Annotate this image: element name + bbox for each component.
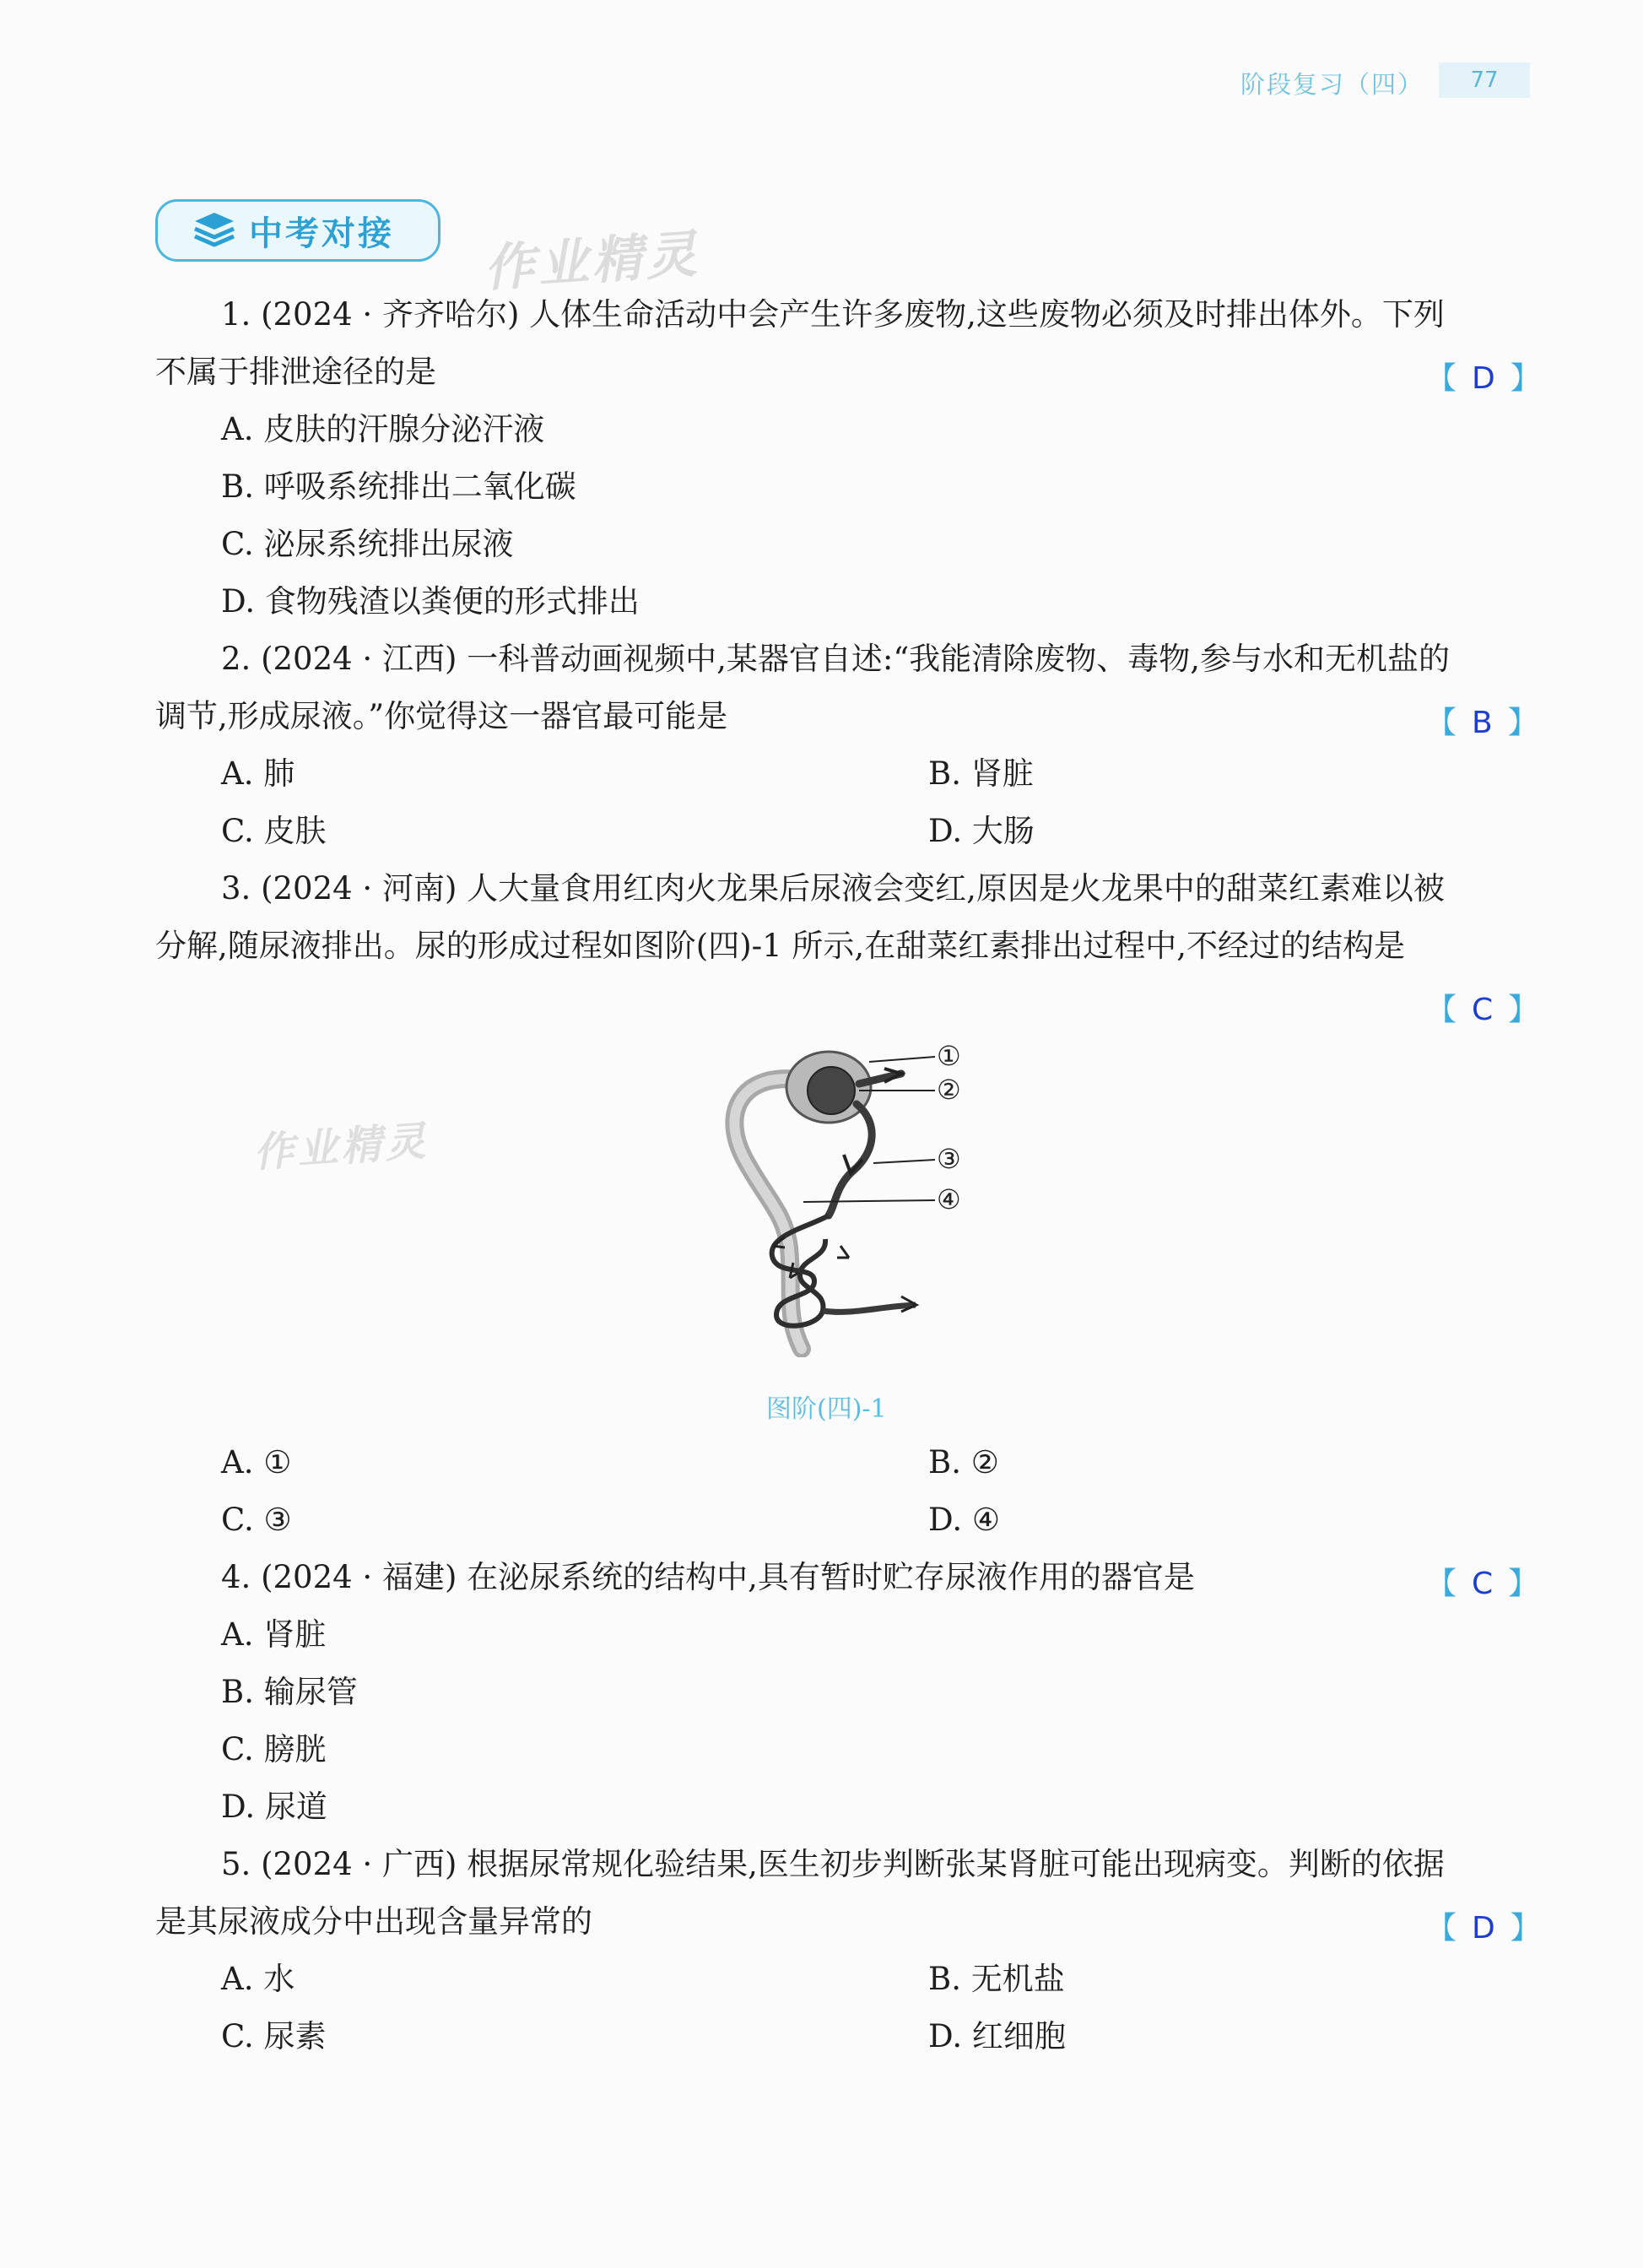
option: A. 肾脏 [221, 1616, 327, 1653]
option: B. 肾脏 [928, 755, 1034, 792]
option: D. 大肠 [928, 813, 1035, 849]
question-3-stem: 分解,随尿液排出。尿的形成过程如图阶(四)-1 所示,在甜菜红素排出过程中,不经过的结构是 [155, 928, 1405, 964]
page-number: 77 [1439, 62, 1530, 98]
option: B. 无机盐 [928, 1961, 1065, 1997]
option: C. ③ [221, 1502, 292, 1538]
label-3: ③ [937, 1143, 961, 1175]
nephron-diagram [709, 1037, 996, 1357]
question-5-answer: 【 D 】 [1426, 1911, 1541, 1946]
option: B. 输尿管 [221, 1674, 358, 1710]
label-1: ① [937, 1040, 961, 1072]
question-5-stem: 5. (2024 · 广西) 根据尿常规化验结果,医生初步判断张某肾脏可能出现病变。判断的依据 [221, 1846, 1445, 1882]
question-1-answer: 【 D 】 [1426, 361, 1541, 396]
option: D. ④ [928, 1502, 1001, 1538]
stacked-books-icon [192, 211, 237, 250]
option: A. ① [221, 1444, 292, 1480]
label-2: ② [937, 1074, 961, 1106]
question-1-stem: 1. (2024 · 齐齐哈尔) 人体生命活动中会产生许多废物,这些废物必须及时排出体外。下列 [221, 296, 1445, 333]
option: B. 呼吸系统排出二氧化碳 [221, 468, 576, 505]
question-4-answer: 【 C 】 [1426, 1567, 1539, 1601]
option: B. ② [928, 1444, 999, 1480]
section-badge [155, 199, 440, 262]
watermark: 作业精灵 [482, 225, 702, 299]
option: C. 膀胱 [221, 1731, 327, 1767]
option: C. 泌尿系统排出尿液 [221, 526, 514, 562]
question-4-stem: 4. (2024 · 福建) 在泌尿系统的结构中,具有暂时贮存尿液作用的器官是 [221, 1559, 1195, 1595]
question-3-stem: 3. (2024 · 河南) 人大量食用红肉火龙果后尿液会变红,原因是火龙果中的甜菜红素难以被 [221, 870, 1445, 907]
option: A. 皮肤的汗腺分泌汗液 [221, 411, 545, 447]
option: D. 红细胞 [928, 2018, 1066, 2054]
question-2-stem: 调节,形成尿液。”你觉得这一器官最可能是 [155, 698, 728, 734]
watermark: 作业精灵 [251, 1117, 431, 1177]
question-2-stem: 2. (2024 · 江西) 一科普动画视频中,某器官自述:“我能清除废物、毒物,参与水和无机盐的 [221, 641, 1451, 677]
question-3-answer: 【 C 】 [1426, 993, 1539, 1027]
option: C. 皮肤 [221, 813, 327, 849]
option: D. 尿道 [221, 1789, 327, 1825]
option: A. 水 [221, 1961, 295, 1997]
question-5-stem: 是其尿液成分中出现含量异常的 [155, 1903, 592, 1940]
question-2-answer: 【 B 】 [1426, 706, 1538, 740]
figure-caption: 图阶(四)-1 [766, 1394, 887, 1424]
option: D. 食物残渣以粪便的形式排出 [221, 583, 640, 620]
option: A. 肺 [221, 755, 295, 792]
section-title: 中考对接 [249, 214, 394, 253]
running-title: 阶段复习（四） [1240, 70, 1424, 99]
glomerulus [808, 1067, 855, 1114]
label-4: ④ [937, 1183, 961, 1215]
option: C. 尿素 [221, 2018, 327, 2054]
question-1-stem: 不属于排泄途径的是 [155, 354, 436, 390]
